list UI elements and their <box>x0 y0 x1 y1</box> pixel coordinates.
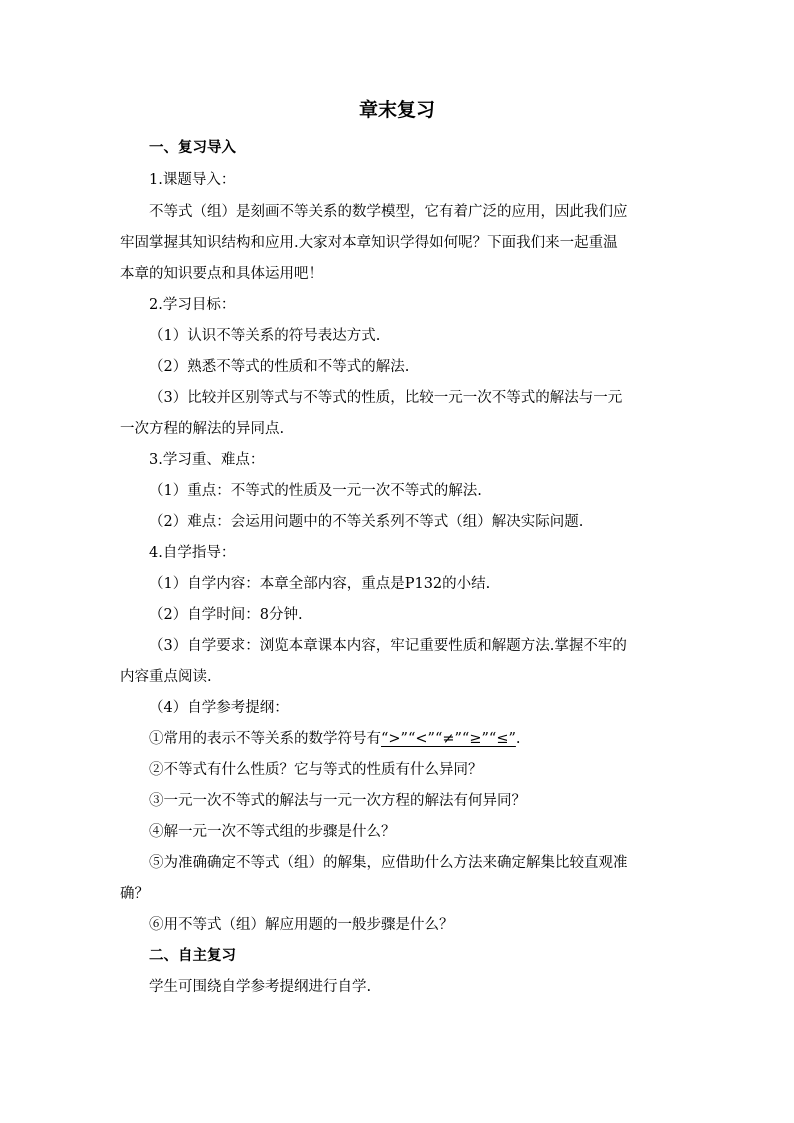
outline-question-2: ②不等式有什么性质？它与等式的性质有什么异同？ <box>149 762 483 778</box>
outline-question-1 <box>149 729 521 749</box>
guide-4: （4）自学参考提纲： <box>149 700 289 716</box>
outline-question-5-line-1: ⑤为准确确定不等式（组）的解集，应借助什么方法来确定解集比较直观准 <box>149 855 628 871</box>
item-learning-goals: 2.学习目标： <box>149 297 236 313</box>
outline-question-6: ⑥用不等式（组）解应用题的一般步骤是什么？ <box>149 917 454 933</box>
key-point-1: （1）重点：不等式的性质及一元一次不等式的解法. <box>149 483 482 499</box>
outline-question-3: ③一元一次不等式的解法与一元一次方程的解法有何异同？ <box>149 793 526 809</box>
intro-paragraph-line-2: 牢固掌握其知识结构和应用.大家对本章知识学得如何呢？下面我们来一起重温 <box>120 235 618 251</box>
guide-1: （1）自学内容：本章全部内容，重点是P132的小结. <box>149 576 491 592</box>
guide-2: （2）自学时间：8分钟. <box>149 607 303 623</box>
goal-2: （2）熟悉不等式的性质和不等式的解法. <box>149 359 410 375</box>
section-heading-review-intro: 一、复习导入 <box>149 139 236 156</box>
intro-paragraph-line-3: 本章的知识要点和具体运用吧！ <box>120 266 323 282</box>
section-heading-self-review: 二、自主复习 <box>149 947 236 964</box>
outline-question-1-suffix: . <box>515 731 521 747</box>
goal-3-line-1: （3）比较并区别等式与不等式的性质，比较一元一次不等式的解法与一元 <box>149 390 623 406</box>
item-self-study-guide: 4.自学指导： <box>149 545 236 561</box>
outline-question-1-prefix: ①常用的表示不等关系的数学符号有 <box>149 731 381 747</box>
goal-3-line-2: 一次方程的解法的异同点. <box>120 421 285 437</box>
outline-question-5-line-2: 确？ <box>120 886 149 902</box>
page-title: 章末复习 <box>358 99 435 121</box>
goal-1: （1）认识不等关系的符号表达方式. <box>149 328 381 344</box>
guide-3-line-1: （3）自学要求：浏览本章课本内容，牢记重要性质和解题方法.掌握不牢的 <box>149 638 627 654</box>
intro-paragraph-line-1: 不等式（组）是刻画不等关系的数学模型，它有着广泛的应用，因此我们应 <box>149 204 628 220</box>
key-point-2: （2）难点：会运用问题中的不等关系列不等式（组）解决实际问题. <box>149 514 584 530</box>
guide-3-line-2: 内容重点阅读. <box>120 669 212 685</box>
self-review-text: 学生可围绕自学参考提纲进行自学. <box>149 979 372 995</box>
outline-question-1-answer: “>”“<”“≠”“≥”“≤” <box>381 731 516 747</box>
item-key-points: 3.学习重、难点： <box>149 452 265 468</box>
outline-question-4: ④解一元一次不等式组的步骤是什么？ <box>149 824 396 840</box>
item-topic-intro: 1.课题导入： <box>149 172 236 188</box>
